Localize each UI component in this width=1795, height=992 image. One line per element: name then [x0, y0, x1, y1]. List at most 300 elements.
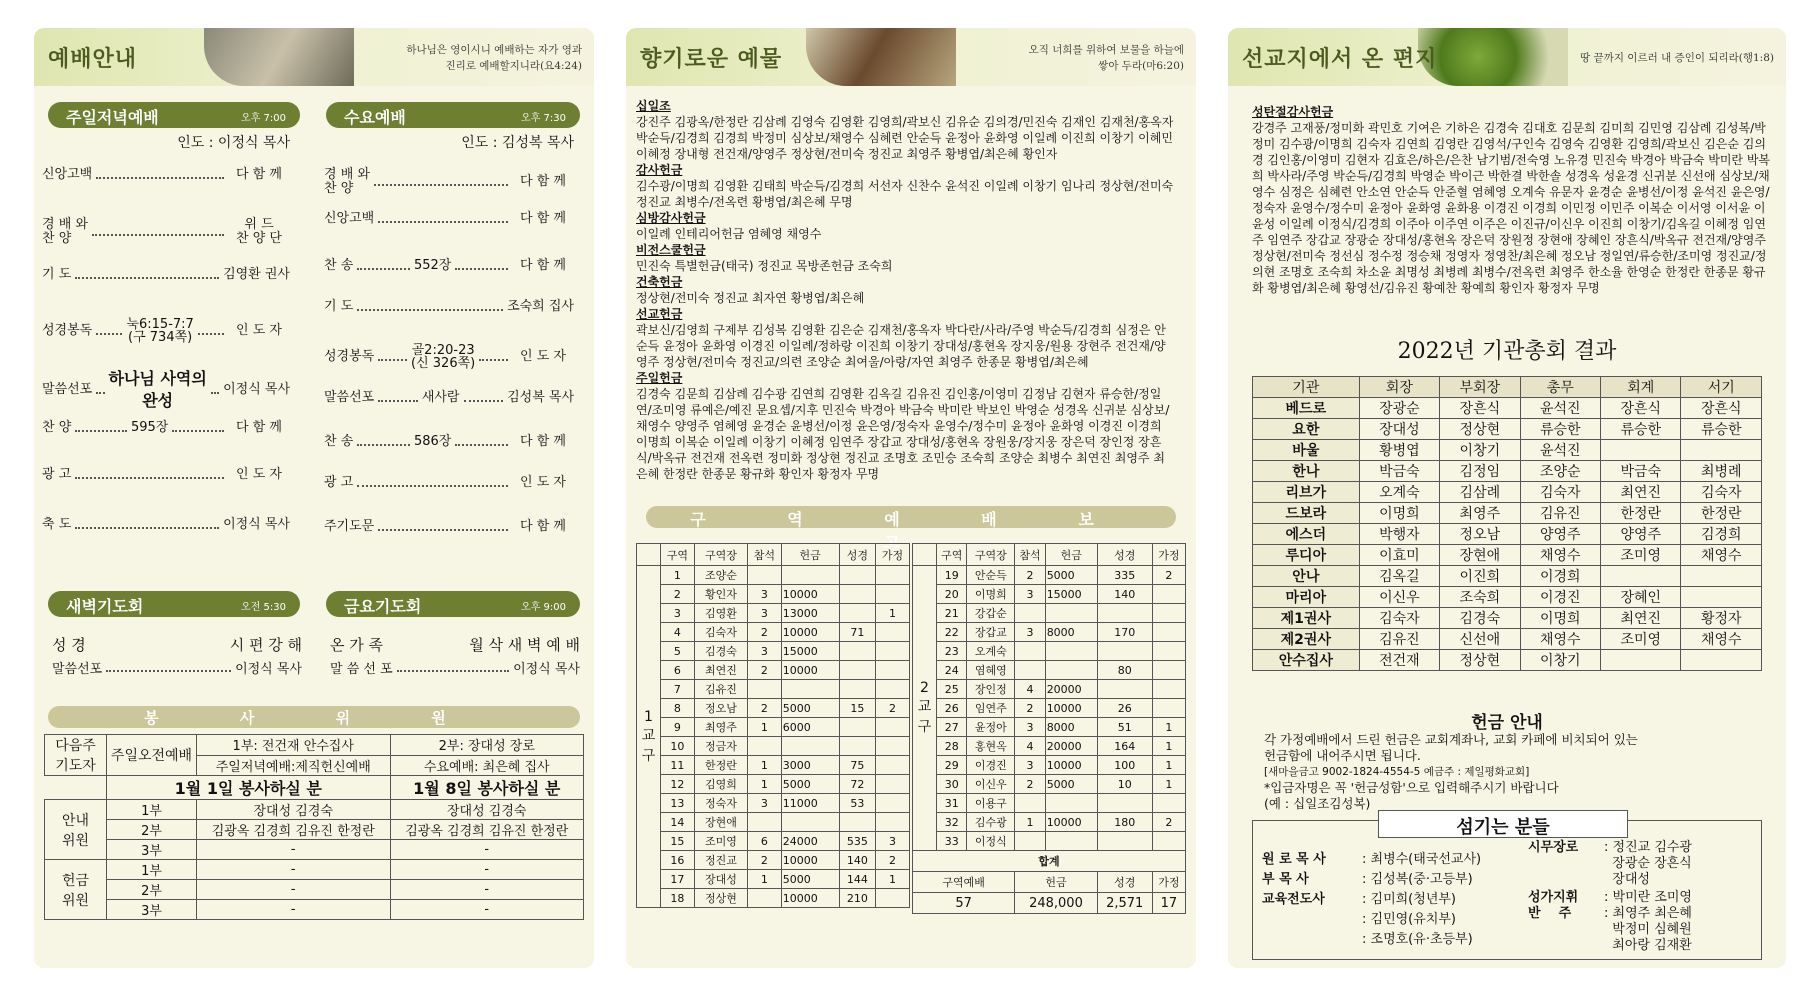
district-cell [1015, 794, 1045, 813]
giving-info: 각 가정예배에서 드린 헌금은 교회계좌나, 교회 카페에 비치되어 있는 헌금함에 내어주시면 됩니다. [새마을금고 9002-1824-4554-5 예금주 : 제일평화교회] *입금자명은 꼭 '헌금성함'으로 입력해주시기 바랍니다 (예 : 십일조김성복) [1264, 732, 1638, 811]
district-header: 가정 [876, 544, 910, 566]
district-cell: 29 [937, 756, 967, 775]
table-row [637, 775, 910, 794]
offering-photo [806, 28, 956, 86]
district-cell: 2 [1152, 566, 1185, 585]
table-row [913, 699, 1186, 718]
district-cell [876, 566, 910, 585]
offering-category: 감사헌금 [636, 163, 683, 177]
order-item-detail: 골2:20-23 (신 326쪽) [411, 343, 476, 371]
total-header: 헌금 [1015, 872, 1097, 893]
district-cell: 15 [661, 832, 695, 851]
district-cell: 1 [1152, 737, 1185, 756]
district-cell [876, 680, 910, 699]
result-cell: 오계숙 [1359, 482, 1439, 503]
district-cell: 5000 [781, 870, 839, 889]
district-cell: 이정식 [967, 832, 1015, 851]
district-cell: 김영희 [694, 775, 747, 794]
order-item-label: 경 배 와 찬 양 [324, 167, 370, 196]
result-cell: 제1권사 [1253, 608, 1360, 629]
service-table: 다음주 기도자 주일오전예배 1부: 전건재 안수집사 2부: 장대성 장로 주일저녁예배:제직헌신예배 수요예배: 최은혜 집사 1월 1일 봉사하실 분 1월 8일 봉사하실 분 안내 위원 1부 장대성 김경숙 장대성 김경숙 2부 김광옥 김경희 김유진 한정란 김광옥 김경희 김유진 한정란 3부 - - 헌금 위원 1부 - - 2부 - - 3부 - - [44, 734, 584, 920]
order-item-person: 다 함 께 [520, 258, 566, 273]
district-cell: 강갑순 [967, 604, 1015, 623]
district-cell: 장갑교 [967, 623, 1015, 642]
district-cell: 28 [937, 737, 967, 756]
district-cell: 3 [747, 642, 781, 661]
offering-section [636, 162, 1176, 210]
district-cell: 조미영 [694, 832, 747, 851]
result-cell [1601, 650, 1681, 671]
table-row [1253, 482, 1762, 503]
district-cell: 3 [1015, 623, 1045, 642]
result-cell [1681, 440, 1762, 461]
table-row [913, 832, 1186, 851]
district-cell: 1 [1152, 756, 1185, 775]
result-cell: 이효미 [1359, 545, 1439, 566]
result-cell: 장혜인 [1601, 587, 1681, 608]
order-item [324, 168, 574, 196]
district-cell [876, 794, 910, 813]
district-cell: 황인자 [694, 585, 747, 604]
district-cell: 1 [661, 566, 695, 585]
order-item [324, 520, 574, 534]
result-cell: 이창기 [1520, 650, 1600, 671]
order-item [42, 468, 290, 482]
result-cell: 조양순 [1520, 461, 1600, 482]
table-row [1253, 461, 1762, 482]
result-cell: 정상현 [1440, 419, 1520, 440]
table-row [637, 832, 910, 851]
district-cell [1152, 832, 1185, 851]
total-header: 성경 [1097, 872, 1152, 893]
table-row [637, 889, 910, 908]
district-cell: 32 [937, 813, 967, 832]
district-cell: 10000 [781, 585, 839, 604]
district-cell: 18 [661, 889, 695, 908]
institution-result-table [1252, 376, 1762, 671]
mission-header [1228, 28, 1786, 86]
district-cell: 정상현 [694, 889, 747, 908]
district-cell [839, 680, 876, 699]
order-item-label: 찬 송 [324, 434, 354, 449]
offering-section [636, 306, 1176, 370]
district-cell: 오계숙 [967, 642, 1015, 661]
dawn-line2: 말씀선포 이정식 목사 [52, 662, 302, 677]
order-item-person: 김영환 권사 [223, 267, 290, 282]
table-row [913, 794, 1186, 813]
district-cell: 31 [937, 794, 967, 813]
table-row [913, 604, 1186, 623]
district-cell: 140 [839, 851, 876, 870]
district-cell: 이명희 [967, 585, 1015, 604]
result-header: 부회장 [1440, 377, 1520, 398]
friday-pill: 금요기도회 오후 9:00 [326, 591, 580, 617]
district-cell: 5 [661, 642, 695, 661]
order-item-label: 기 도 [42, 267, 72, 282]
result-cell: 김유진 [1359, 629, 1439, 650]
district-cell: 3 [1015, 585, 1045, 604]
result-cell: 안수집사 [1253, 650, 1360, 671]
offering-category: 비전스쿨헌금 [636, 243, 706, 257]
result-header: 총무 [1520, 377, 1600, 398]
offering-section [636, 210, 1176, 242]
offering-panel [626, 28, 1196, 968]
order-item-detail: 586장 [413, 434, 452, 449]
district-cell: 1 [1152, 718, 1185, 737]
result-cell: 드보라 [1253, 503, 1360, 524]
table-row [1253, 419, 1762, 440]
mission-verse: 땅 끝까지 이르러 내 증인이 되리라(행1:8) [1580, 52, 1774, 64]
district-cell: 2 [747, 699, 781, 718]
district-cell: 10 [1097, 775, 1152, 794]
district-cell [1097, 794, 1152, 813]
offering-section [636, 242, 1176, 274]
result-header: 기관 [1253, 377, 1360, 398]
result-cell: 한나 [1253, 461, 1360, 482]
order-item-person: 다 함 께 [236, 420, 282, 435]
district-cell [747, 813, 781, 832]
offering-category: 주일헌금 [636, 371, 683, 385]
total-value: 57 [913, 893, 1015, 914]
order-item-person: 김성복 목사 [507, 390, 575, 405]
offering-names: 김수광/이명희 김영환 김태희 박순득/김경희 서선자 신찬수 윤석진 이일례 이창기 임나리 정상현/전미숙 정진교 최병수/전옥련 황병엽/최은혜 무명 [636, 179, 1174, 209]
district-cell: 1 [747, 870, 781, 889]
order-item-detail: 595장 [130, 420, 169, 435]
district-cell [1097, 832, 1152, 851]
district-cell: 1 [747, 718, 781, 737]
result-cell: 베드로 [1253, 398, 1360, 419]
district-cell: 17 [661, 870, 695, 889]
district-cell: 27 [937, 718, 967, 737]
order-item [324, 344, 574, 370]
offering-category: 선교헌금 [636, 307, 683, 321]
result-cell: 제2권사 [1253, 629, 1360, 650]
district-header: 참석 [747, 544, 781, 566]
district-cell: 535 [839, 832, 876, 851]
order-item-label: 성경봉독 [324, 349, 375, 364]
district-cell [747, 566, 781, 585]
result-cell: 이진희 [1440, 566, 1520, 587]
table-row [637, 870, 910, 889]
district-cell: 장인정 [967, 680, 1015, 699]
district-cell: 2 [747, 661, 781, 680]
result-cell: 박금숙 [1601, 461, 1681, 482]
district-cell [781, 813, 839, 832]
district-cell: 홍현옥 [967, 737, 1015, 756]
offering-names: 강진주 김광옥/한정란 김삼례 김영숙 김영환 김영희/곽보신 김유순 김의경/민진숙 김재인 김재천/홍옥자 박순득/김경희 김경희 박정미 심상보/채영수 심혜련 안순득 윤정아 윤화영 이일례 이진희 이창기 이혜민 이혜정 장내형 전건재/양영주 정상현/전미숙 정진교 최영주 황병엽/최은혜 황인자 [636, 115, 1174, 161]
table-row [913, 756, 1186, 775]
district-cell: 33 [937, 832, 967, 851]
district-cell: 3 [661, 604, 695, 623]
order-item-detail: 552장 [413, 258, 452, 273]
offering-list [636, 98, 1176, 482]
table-row [1253, 629, 1762, 650]
district-cell [876, 642, 910, 661]
table-row [913, 775, 1186, 794]
giving-title: 헌금 안내 [1471, 713, 1543, 733]
district-cell [1152, 699, 1185, 718]
district-cell: 8000 [1045, 718, 1097, 737]
result-cell: 조미영 [1601, 629, 1681, 650]
leader-line: 인도 : 이정식 목사 [177, 135, 290, 151]
district-cell [1152, 623, 1185, 642]
result-cell: 신선애 [1440, 629, 1520, 650]
district-cell: 75 [839, 756, 876, 775]
district-cell: 장대성 [694, 870, 747, 889]
result-cell: 에스더 [1253, 524, 1360, 545]
mission-title: 선교지에서 온 편지 [1242, 47, 1438, 72]
result-cell: 이명희 [1359, 503, 1439, 524]
table-row [637, 851, 910, 870]
district-cell: 김숙자 [694, 623, 747, 642]
district-header: 구역 [661, 544, 695, 566]
result-cell: 채영수 [1520, 545, 1600, 566]
district-cell: 3 [747, 585, 781, 604]
result-cell: 마리아 [1253, 587, 1360, 608]
table-row [637, 756, 910, 775]
table-row [913, 566, 1186, 585]
offering-category: 심방감사헌금 [636, 211, 706, 225]
district-cell: 4 [661, 623, 695, 642]
result-cell: 한정란 [1681, 503, 1762, 524]
order-item [324, 300, 574, 314]
table-row [637, 794, 910, 813]
district-cell: 100 [1097, 756, 1152, 775]
table-row [1253, 545, 1762, 566]
district-cell [1152, 680, 1185, 699]
result-cell: 김경숙 [1440, 608, 1520, 629]
district-table-1 [636, 543, 910, 908]
order-item-person: 인 도 자 [520, 349, 566, 364]
table-row [637, 680, 910, 699]
table-row [637, 661, 910, 680]
order-item-label: 주기도문 [324, 519, 375, 534]
district-cell: 5000 [1045, 775, 1097, 794]
district-cell [839, 585, 876, 604]
district-cell [839, 813, 876, 832]
result-cell: 김삼례 [1440, 482, 1520, 503]
district-cell [1045, 832, 1097, 851]
district-cell: 2 [1152, 813, 1185, 832]
order-item-detail: 눅6:15-7:7 (구 734쪽) [126, 317, 194, 345]
table-row [913, 623, 1186, 642]
result-cell: 루디아 [1253, 545, 1360, 566]
offering-section [636, 98, 1176, 162]
district-cell: 6 [661, 661, 695, 680]
district-cell: 4 [1015, 737, 1045, 756]
result-cell: 조숙희 [1440, 587, 1520, 608]
result-cell: 채영수 [1520, 629, 1600, 650]
district-cell [1015, 604, 1045, 623]
district-cell: 5000 [1045, 566, 1097, 585]
district-cell: 1 [747, 756, 781, 775]
district-cell: 장현애 [694, 813, 747, 832]
result-cell: 김정임 [1440, 461, 1520, 482]
result-cell: 정오남 [1440, 524, 1520, 545]
district-cell: 2 [747, 851, 781, 870]
table-row [1253, 608, 1762, 629]
district-cell: 13 [661, 794, 695, 813]
district-cell: 26 [937, 699, 967, 718]
district-cell: 정금자 [694, 737, 747, 756]
result-cell: 이신우 [1359, 587, 1439, 608]
district-cell: 20 [937, 585, 967, 604]
order-item-label: 기 도 [324, 299, 354, 314]
worship-title: 예배안내 [48, 47, 138, 72]
table-row [637, 566, 910, 585]
result-cell: 장흔식 [1681, 398, 1762, 419]
result-cell: 김숙자 [1681, 482, 1762, 503]
dawn-line1: 성 경 시 편 강 해 [52, 636, 302, 654]
district-cell: 1 [747, 775, 781, 794]
district-cell: 20000 [1045, 680, 1097, 699]
result-cell: 최병례 [1681, 461, 1762, 482]
district-header: 구역 [937, 544, 967, 566]
district-cell: 4 [1015, 680, 1045, 699]
table-row [637, 813, 910, 832]
order-item-person: 인 도 자 [236, 323, 282, 338]
district-cell: 26 [1097, 699, 1152, 718]
offering-verse: 오직 너희를 위하여 보물을 하늘에 쌓아 두라(마6:20) [1028, 44, 1184, 72]
order-item-person: 다 함 께 [520, 519, 566, 534]
district-cell: 김영환 [694, 604, 747, 623]
order-item-person: 다 함 께 [520, 434, 566, 449]
district-cell [839, 718, 876, 737]
order-item [42, 368, 290, 412]
district-cell: 19 [937, 566, 967, 585]
table-row [637, 699, 910, 718]
district-cell: 3 [876, 832, 910, 851]
district-cell: 조양순 [694, 566, 747, 585]
district-cell: 80 [1097, 661, 1152, 680]
district-cell [876, 813, 910, 832]
district-cell: 최영주 [694, 718, 747, 737]
district-cell: 1 [876, 870, 910, 889]
result-cell: 안나 [1253, 566, 1360, 587]
table-row [913, 718, 1186, 737]
district-cell [1152, 642, 1185, 661]
district-cell: 7 [661, 680, 695, 699]
offering-category: 건축헌금 [636, 275, 683, 289]
district-cell: 김유진 [694, 680, 747, 699]
district-cell: 정오남 [694, 699, 747, 718]
result-cell: 김숙자 [1520, 482, 1600, 503]
district-cell [876, 718, 910, 737]
district-cell: 3 [747, 604, 781, 623]
result-cell: 양영주 [1520, 524, 1600, 545]
result-cell [1681, 650, 1762, 671]
district-cell: 3 [747, 794, 781, 813]
result-cell: 이창기 [1440, 440, 1520, 461]
order-item-label: 광 고 [42, 467, 72, 482]
order-item [42, 318, 290, 344]
offering-category: 십일조 [636, 99, 671, 113]
district-cell [1097, 642, 1152, 661]
district-cell: 24 [937, 661, 967, 680]
district-cell: 6 [747, 832, 781, 851]
order-item [42, 168, 290, 182]
district-cell: 10000 [1045, 756, 1097, 775]
result-title: 2022년 기관총회 결과 [1397, 339, 1617, 364]
result-cell: 이경진 [1520, 587, 1600, 608]
district-cell: 13000 [781, 604, 839, 623]
dawn-pill: 새벽기도회 오전 5:30 [48, 591, 300, 617]
district-cell: 정진교 [694, 851, 747, 870]
order-item-label: 찬 양 [42, 420, 72, 435]
order-item-person: 다 함 께 [236, 167, 282, 182]
table-row [1253, 440, 1762, 461]
district-cell: 안순득 [967, 566, 1015, 585]
district-cell: 5000 [781, 775, 839, 794]
district-cell [876, 661, 910, 680]
order-item-person: 다 함 께 [520, 174, 566, 189]
district-cell: 53 [839, 794, 876, 813]
result-header: 서기 [1681, 377, 1762, 398]
district-cell: 335 [1097, 566, 1152, 585]
order-item [324, 476, 574, 490]
table-row [637, 718, 910, 737]
district-cell [1152, 604, 1185, 623]
district-cell: 2 [1015, 566, 1045, 585]
offering-section [636, 274, 1176, 306]
district-cell [1152, 794, 1185, 813]
result-cell: 황정자 [1681, 608, 1762, 629]
table-row [637, 585, 910, 604]
district-cell [1045, 661, 1097, 680]
district-cell: 210 [839, 889, 876, 908]
result-cell [1681, 566, 1762, 587]
result-cell: 리브가 [1253, 482, 1360, 503]
christmas-thanks: 성탄절감사헌금 강경주 고재풍/정미화 곽민호 기여은 기하은 김경숙 김대호 김문희 김미희 김민영 김삼례 김성복/박정미 김수광/이명희 김숙자 김연희 김영란 김영석/구인숙 김영숙 김영환 김영희/곽보신 김은순 김의경 김인홍/이영미 김현자 김효은/하은/은찬 남기범/전숙영 노유경 민진숙 박경아 박금숙 박미란 박복희 박사라/주영 박순득/김경희 박영순 박이근 박한결 박한솔 성경옥 성윤경 신귀분 신선애 심상보/채영수 심정은 심혜련 안소연 안순득 안준혈 염혜영 오계숙 유문자 윤경순 윤병선/이정 윤석진 윤은영/정숙자 윤영수/정수미 윤정아 윤화영 윤화용 이경진 이경희 이민정 이민주 이복순 이서영 이서윤 이윤성 이일례 이정식/김경희 이주아 이주연 이주은 이진규/이신우 이진희 이창기/김옥길 이혜정 임연주 임연주 장갑교 장광순 장대성/홍현옥 장은덕 장원정 장현애 장혜인 장흔식/박옥규 전건재/양영주 정상현/전미숙 정선심 정수정 정승채 정영자 정영찬/최은혜 정오남 정일연/류승한/조미영 정진교/정의현 조명호 조숙희 차소윤 최명성 최병례 최병수/전옥련 최영주 한소율 한영순 한정란 한종문 황규화 황병엽/최은혜 황영선/김유진 황예찬 황예희 황인자 황정자 무명 [1252, 105, 1770, 295]
result-cell: 장흔식 [1601, 398, 1681, 419]
district-cell: 12 [661, 775, 695, 794]
offering-title: 향기로운 예물 [640, 47, 783, 72]
friday-line2: 말 씀 선 포 이정식 목사 [330, 662, 580, 677]
district-cell: 2 [661, 585, 695, 604]
district-cell: 11 [661, 756, 695, 775]
total-value: 248,000 [1015, 893, 1097, 914]
district-cell: 최연진 [694, 661, 747, 680]
result-cell: 박행자 [1359, 524, 1439, 545]
result-cell: 이명희 [1520, 608, 1600, 629]
order-item-label: 신앙고백 [42, 167, 93, 182]
district-cell: 10000 [1045, 699, 1097, 718]
table-row [913, 737, 1186, 756]
district-cell: 170 [1097, 623, 1152, 642]
sunday-evening-pill: 주일저녁예배 오후 7:00 [48, 102, 300, 128]
result-cell: 조미영 [1601, 545, 1681, 566]
total-header: 가정 [1152, 872, 1185, 893]
district-cell [1015, 832, 1045, 851]
order-item-label: 신앙고백 [324, 211, 375, 226]
sprout-photo [1418, 28, 1568, 86]
district-cell: 10000 [781, 661, 839, 680]
result-cell [1681, 587, 1762, 608]
district-cell [1015, 642, 1045, 661]
order-item [324, 432, 574, 452]
district-cell: 20000 [1045, 737, 1097, 756]
district-cell: 정숙자 [694, 794, 747, 813]
district-cell [1152, 661, 1185, 680]
district-cell [1097, 680, 1152, 699]
district-cell [747, 889, 781, 908]
district-cell: 2 [1015, 775, 1045, 794]
order-item [42, 518, 290, 532]
table-row [913, 642, 1186, 661]
result-cell: 최영주 [1440, 503, 1520, 524]
table-row [1253, 398, 1762, 419]
order-item-label: 찬 송 [324, 258, 354, 273]
